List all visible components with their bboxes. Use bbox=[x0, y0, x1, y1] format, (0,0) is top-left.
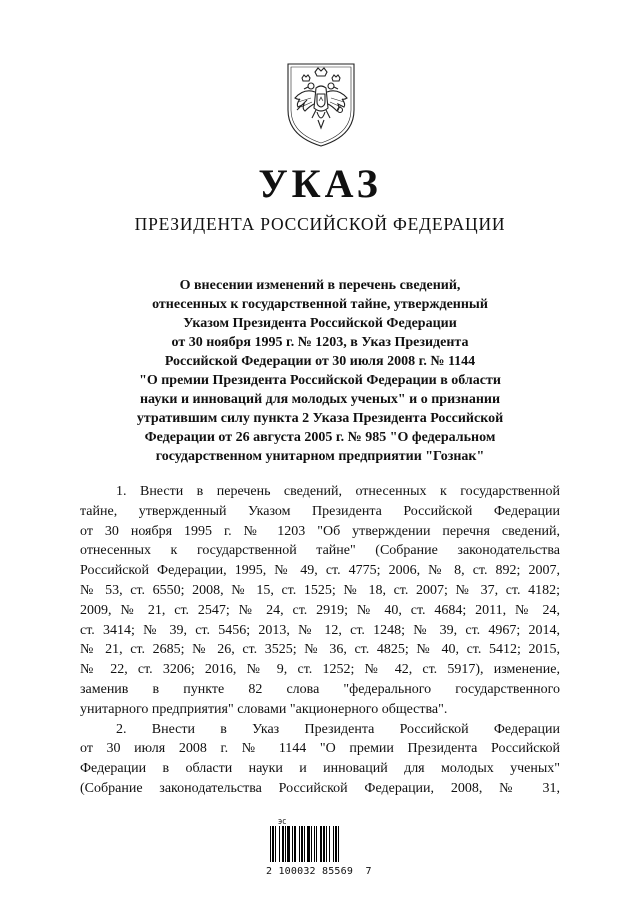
body-line: № 22, ст. 3206; 2016, № 9, ст. 1252; № 42, ст. 5917), изменение, bbox=[80, 662, 560, 678]
title-line: науки и инноваций для молодых ученых" и о признании bbox=[139, 392, 501, 407]
body-line: унитарного предприятия" словами "акционерного общества". bbox=[80, 701, 448, 717]
body-line: Федерации в области науки и инноваций для молодых ученых" bbox=[80, 761, 560, 777]
title-line: утратившим силу пункта 2 Указа Президента Российской bbox=[136, 411, 504, 426]
body-line: 2. Внести в Указ Президента Российской Федерации bbox=[116, 721, 560, 737]
barcode bbox=[266, 820, 376, 882]
title-line: О внесении изменений в перечень сведений, bbox=[179, 278, 461, 293]
title-line: от 30 ноября 1995 г. № 1203, в Указ Президента bbox=[171, 335, 469, 350]
title-line: Российской Федерации от 30 июля 2008 г. № 1144 bbox=[164, 354, 476, 369]
title-line: Указом Президента Российской Федерации bbox=[183, 316, 457, 331]
body-line: от 30 ноября 1995 г. № 1203 "Об утверждении перечня сведений, bbox=[80, 523, 560, 539]
russian-coat-of-arms-icon bbox=[280, 58, 362, 148]
body-line: тайне, утвержденный Указом Президента Российской Федерации bbox=[80, 503, 560, 519]
body-line: 2009, № 21, ст. 2547; № 24, ст. 2919; № 40, ст. 4684; 2011, № 24, bbox=[80, 602, 560, 618]
body-line: отнесенных к государственной тайне" (Собрание законодательства bbox=[80, 543, 560, 559]
title-line: государственном унитарном предприятии "Гознак" bbox=[155, 449, 485, 464]
body-line: Российской Федерации, 1995, № 49, ст. 4775; 2006, № 8, ст. 892; 2007, bbox=[80, 563, 560, 579]
title-line: "О премии Президента Российской Федерации в области bbox=[139, 373, 501, 388]
title-line: Федерации от 26 августа 2005 г. № 985 "О федеральном bbox=[144, 430, 496, 445]
barcode-bars bbox=[266, 820, 376, 864]
body-line: № 21, ст. 2685; № 26, ст. 3525; № 36, ст. 4825; № 40, ст. 5412; 2015, bbox=[80, 642, 560, 658]
body-line: от 30 июля 2008 г. № 1144 "О премии Президента Российской bbox=[80, 741, 560, 757]
paragraph-1 bbox=[80, 482, 560, 720]
decree-body bbox=[80, 482, 560, 799]
barcode-top-label: ЭС bbox=[278, 818, 287, 826]
body-line: (Собрание законодательства Российской Федерации, 2008, № 31, bbox=[80, 780, 560, 796]
body-line: 1. Внести в перечень сведений, отнесенных к государственной bbox=[116, 484, 560, 499]
title-line: отнесенных к государственной тайне, утвержденный bbox=[152, 297, 488, 312]
body-line: ст. 3414; № 39, ст. 5456; 2013, № 12, ст. 1248; № 39, ст. 4967; 2014, bbox=[80, 622, 560, 638]
body-line: заменив в пункте 82 слова "федерального государственного bbox=[80, 681, 560, 697]
decree-title bbox=[80, 276, 560, 466]
paragraph-2 bbox=[80, 720, 560, 799]
document-issuer: ПРЕЗИДЕНТА РОССИЙСКОЙ ФЕДЕРАЦИИ bbox=[134, 214, 506, 234]
barcode-number: 2 100032 85569 7 bbox=[266, 866, 372, 877]
document-type: УКАЗ bbox=[258, 161, 382, 206]
body-line: № 53, ст. 6550; 2008, № 15, ст. 1525; № 18, ст. 2007; № 37, ст. 4182; bbox=[80, 582, 560, 598]
